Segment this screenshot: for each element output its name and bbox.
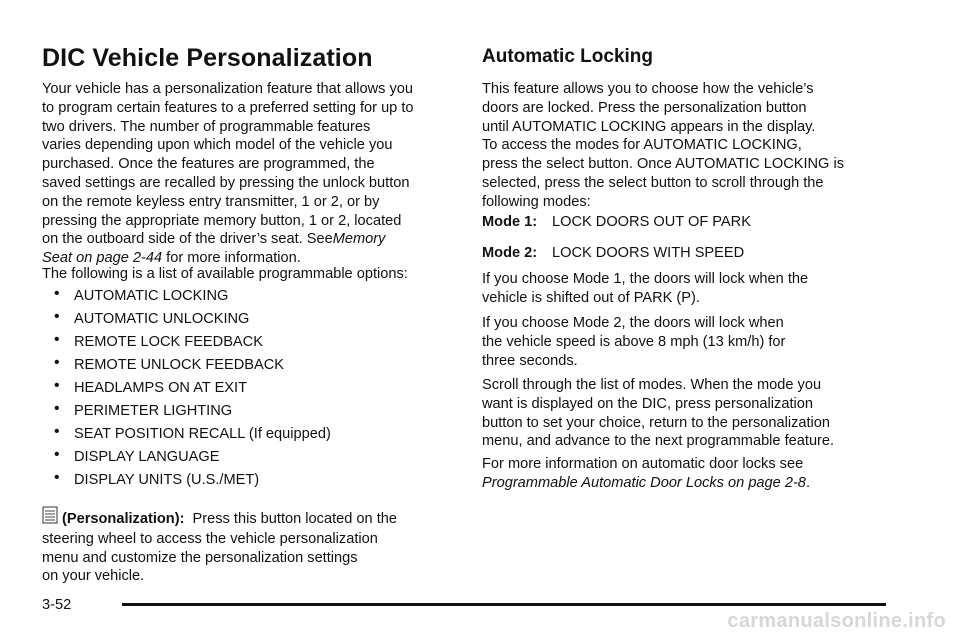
mode-1-explanation: If you choose Mode 1, the doors will lock when the vehicle is shifted out of PARK (P). <box>482 271 809 306</box>
list-item: • PERIMETER LIGHTING <box>54 400 233 419</box>
more-information: For more information on automatic door locks see Programmable Automatic Door Locks on page 2-8. <box>482 456 810 491</box>
bullet: • <box>54 469 60 486</box>
page-title: DIC Vehicle Personalization <box>42 44 373 72</box>
mode-label: Mode 2: <box>482 245 538 261</box>
list-item: • DISPLAY UNITS (U.S./MET) <box>54 469 260 488</box>
bullet: • <box>54 423 60 440</box>
intro-line: to program certain features to a preferred setting for up to <box>42 99 414 116</box>
door-locks-link[interactable]: Programmable Automatic Door Locks on page 2-8 <box>482 474 806 491</box>
bullet: • <box>54 377 60 394</box>
scroll-instructions: Scroll through the list of modes. When the mode you want is displayed on the DIC, press personalization button to set your choice, return to the personalization menu, and advance to the next programmable feature. <box>482 377 835 450</box>
intro-line-with-ref <box>42 230 452 249</box>
personalization-paragraph <box>42 506 397 586</box>
intro-line: two drivers. The number of programmable features <box>42 118 371 135</box>
personalization-label: (Personalization): <box>62 511 185 527</box>
bullet: • <box>54 331 60 348</box>
intro-line: purchased. Once the features are programmed, the <box>42 156 375 173</box>
options-list <box>42 287 331 494</box>
intro-line: on the outboard side of the driver’s seat. See <box>42 231 333 248</box>
list-item: • AUTOMATIC LOCKING <box>54 285 229 304</box>
bullet: • <box>54 446 60 463</box>
personalization-line: menu and customize the personalization settings <box>42 549 358 566</box>
mode-2-row <box>482 244 744 263</box>
list-item: • DISPLAY LANGUAGE <box>54 446 220 465</box>
intro-line: Your vehicle has a personalization feature that allows you <box>42 81 414 97</box>
automatic-locking-description: This feature allows you to choose how the vehicle’s doors are locked. Press the personalization button until AUTOMATIC LOCKING appears in the display. To access the modes for AUTOMATIC LOCKING, press the select button. Once AUTOMATIC LOCKING is selected, press the select button to scroll through the following modes: <box>482 81 844 210</box>
intro-line: on the remote keyless entry transmitter, 1 or 2, or by <box>42 193 380 210</box>
intro-line: varies depending upon which model of the vehicle you <box>42 137 393 154</box>
list-item: • REMOTE LOCK FEEDBACK <box>54 331 263 350</box>
memory-seat-link-part1[interactable]: Memory <box>332 231 386 248</box>
list-item: • HEADLAMPS ON AT EXIT <box>54 377 248 396</box>
intro-tail: for more information. <box>162 250 301 267</box>
footer-rule <box>122 603 886 606</box>
mode-text: LOCK DOORS WITH SPEED <box>552 245 745 261</box>
mode-1-row <box>482 213 751 232</box>
list-item: • AUTOMATIC UNLOCKING <box>54 308 250 327</box>
mode-label: Mode 1: <box>482 214 538 230</box>
bullet: • <box>54 285 60 302</box>
intro-line: saved settings are recalled by pressing the unlock button <box>42 174 410 191</box>
mode-text: LOCK DOORS OUT OF PARK <box>552 214 751 230</box>
bullet: • <box>54 354 60 371</box>
options-intro: The following is a list of available programmable options: <box>42 266 408 282</box>
personalization-first-line: (Personalization): Press this button located on the <box>42 506 397 530</box>
bullet: • <box>54 400 60 417</box>
watermark: carmanualsonline.info <box>727 610 946 632</box>
list-item: • SEAT POSITION RECALL (If equipped) <box>54 423 331 442</box>
bullet: • <box>54 308 60 325</box>
list-item: • REMOTE UNLOCK FEEDBACK <box>54 354 285 373</box>
personalization-line: steering wheel to access the vehicle personalization <box>42 530 378 547</box>
intro-line: pressing the appropriate memory button, 1 or 2, located <box>42 212 402 229</box>
section-title: Automatic Locking <box>482 46 654 67</box>
memory-seat-link-part2[interactable]: Seat on page 2-44 <box>42 250 163 267</box>
personalization-button-icon <box>42 506 58 530</box>
intro-paragraph <box>42 80 452 268</box>
mode-2-explanation: If you choose Mode 2, the doors will lock when the vehicle speed is above 8 mph (13 km/h) for three seconds. <box>482 315 786 369</box>
page-number: 3-52 <box>42 597 72 613</box>
personalization-line: on your vehicle. <box>42 568 145 585</box>
